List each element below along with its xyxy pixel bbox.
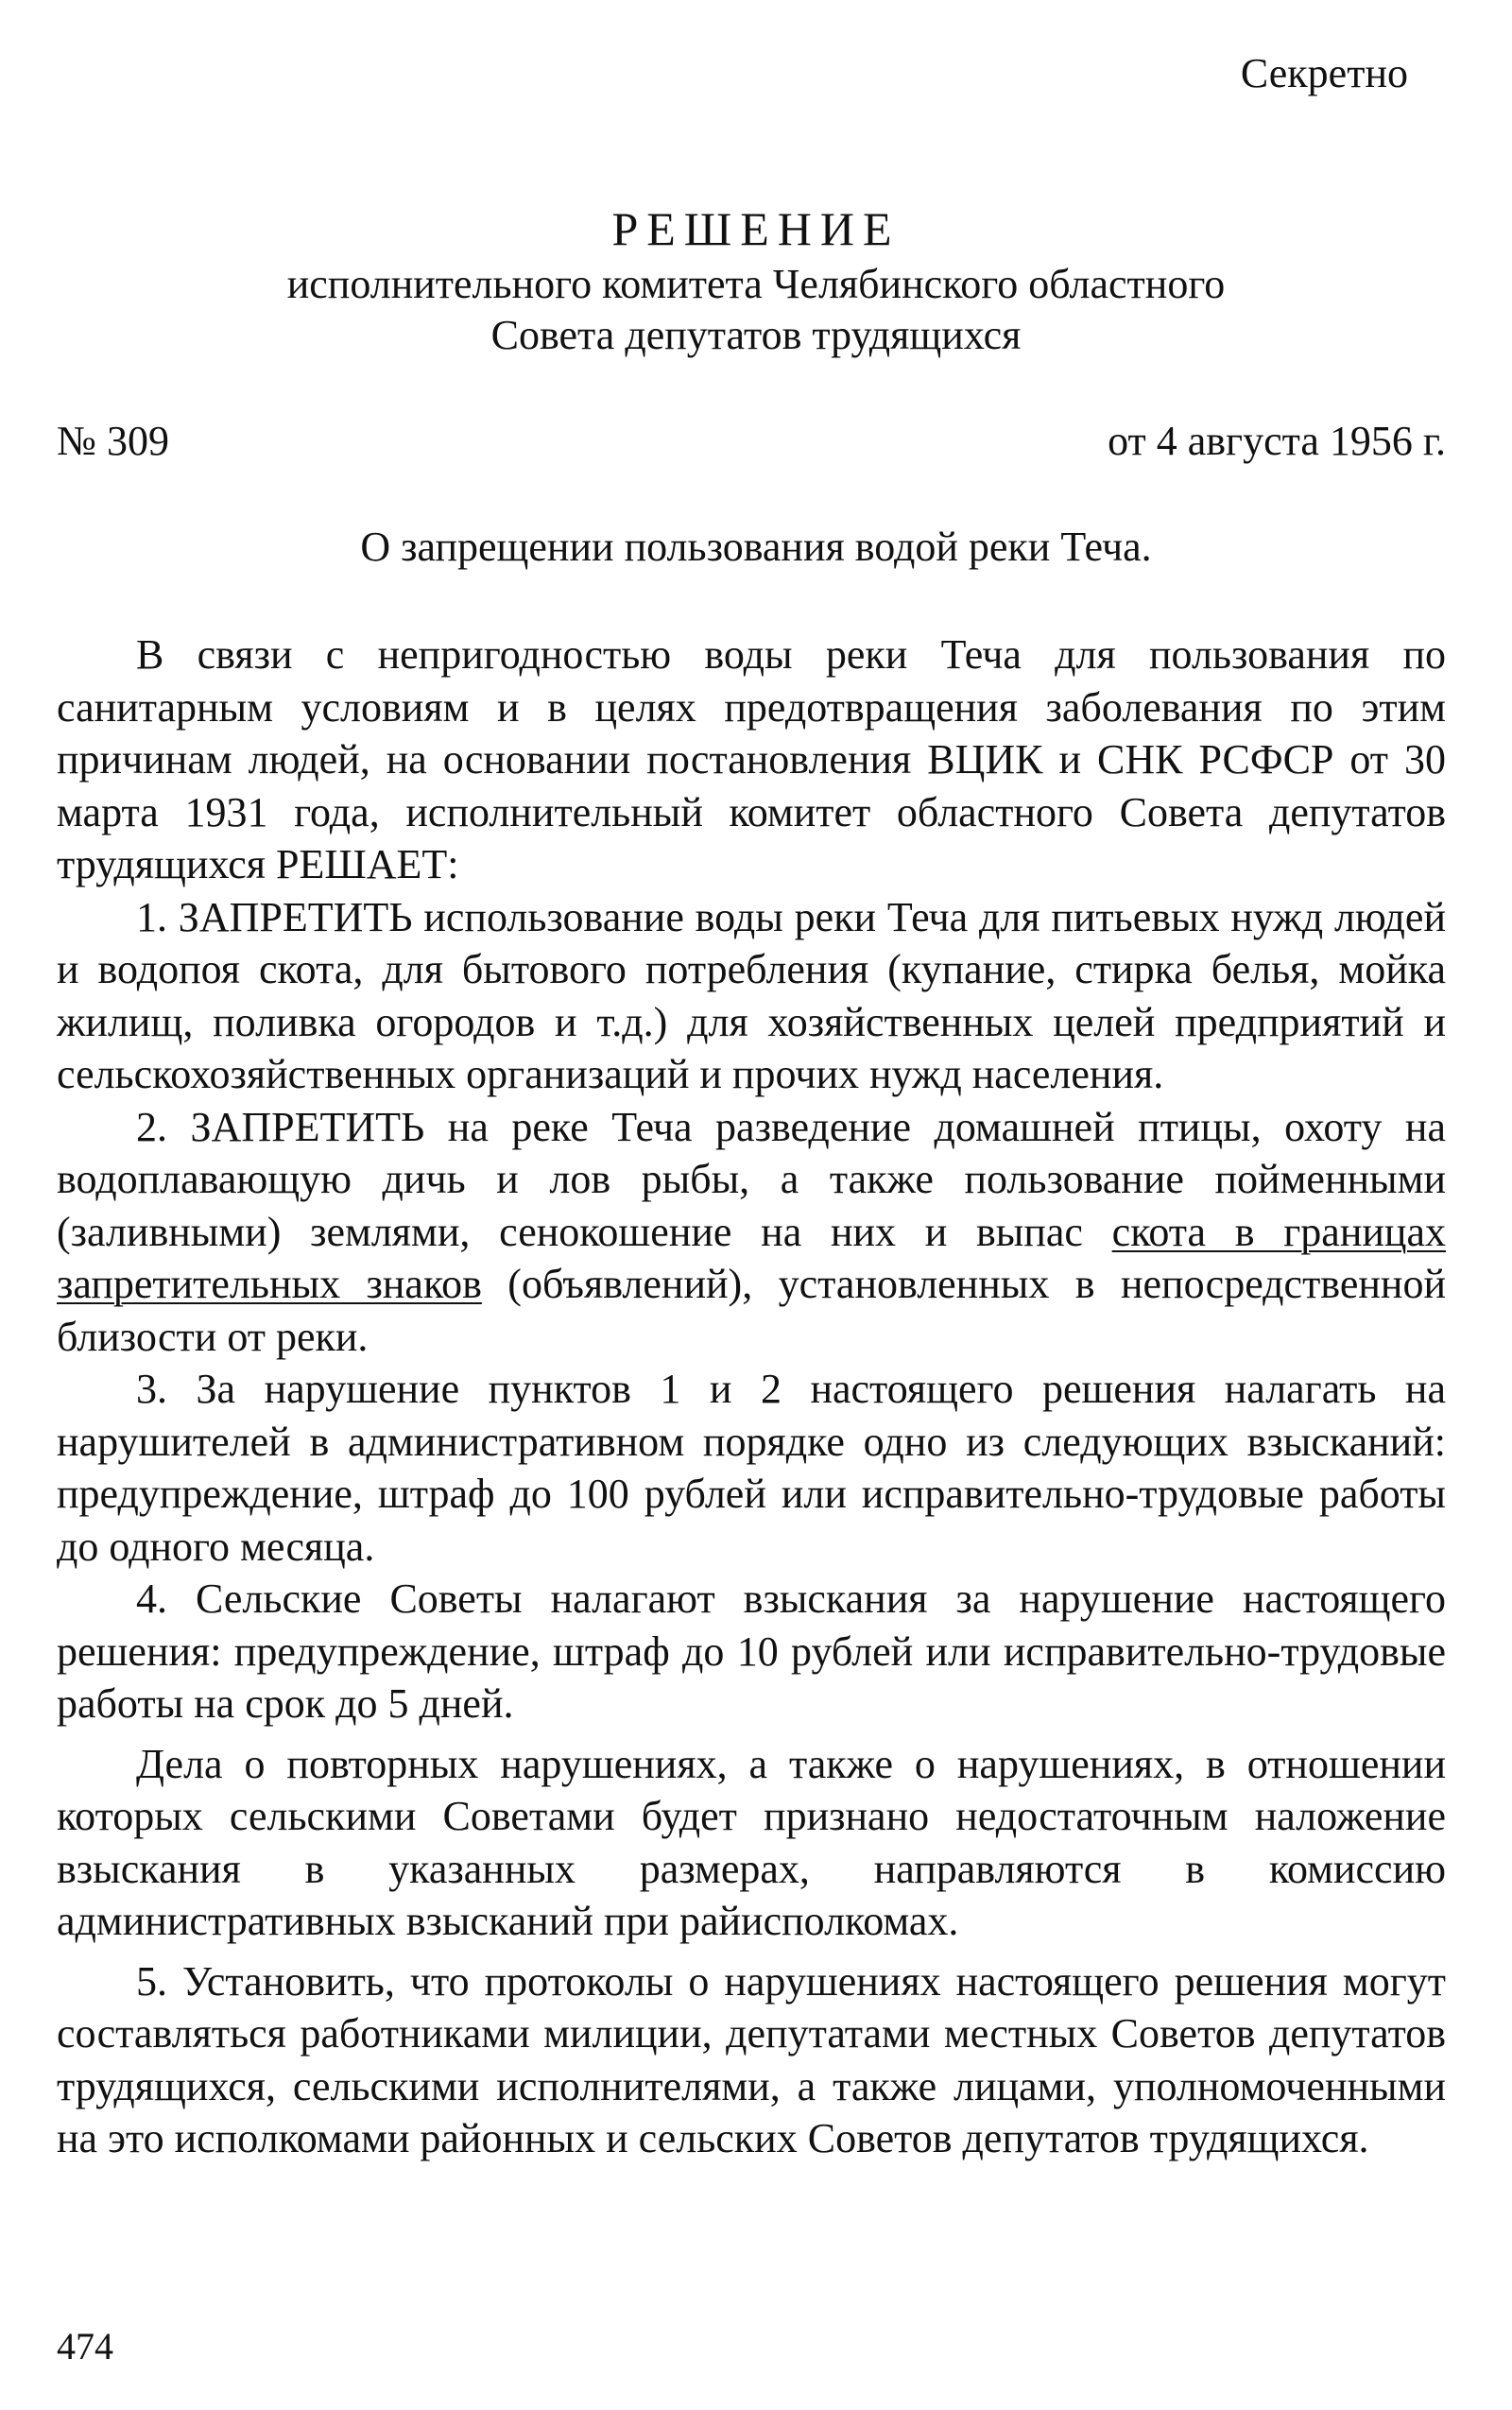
item-4-paragraph: 4. Сельские Советы налагают взыскания за нарушение настоящего решения: предупреждение, штраф до 10 рублей или исправительно-трудовые работы на срок до 5 дней. — [57, 1575, 1446, 1727]
item-2-text-end: (объявлений), установленных в непосредственной близости от реки. — [57, 1261, 1446, 1360]
decision-number: № 309 — [57, 418, 169, 464]
document-heading — [57, 198, 1455, 361]
item-2-text-start: 2. ЗАПРЕТИТЬ на реке Теча разведение домашней птицы, охоту на водоплавающую дичь и лов рыбы, а также пользование пойменными (заливными) землями, сенокошение на них и выпас — [57, 1103, 1446, 1255]
item-3-paragraph: 3. За нарушение пунктов 1 и 2 настоящего решения налагать на нарушителей в административном порядке одно из следующих взысканий: предупреждение, штраф до 100 рублей или исправительно-трудовые работы до одного месяца. — [57, 1366, 1446, 1570]
decision-body — [57, 628, 1446, 2165]
issuer-line-2: Совета депутатов трудящихся — [490, 312, 1022, 358]
classification-mark: Секретно — [1240, 50, 1408, 96]
decision-subject: О запрещении пользования водой реки Теча. — [360, 524, 1152, 570]
document-title: РЕШЕНИЕ — [611, 202, 901, 255]
item-2-paragraph — [57, 1101, 1446, 1364]
preamble-paragraph: В связи с непригодностью воды реки Теча для пользования по санитарным условиям и в целях предотвращения заболевания по этим причинам людей, на основании постановления ВЦИК и СНК РСФСР от 30 марта 1931 года, исполнительный комитет областного Совета депутатов трудящихся РЕШАЕТ: — [57, 631, 1446, 887]
item-4-continuation-paragraph: Дела о повторных нарушениях, а также о нарушениях, в отношении которых сельскими Советами будет признано недостаточным наложение взыскания в указанных размерах, направляются в комиссию административных взысканий при райисполкомах. — [57, 1740, 1446, 1944]
item-1-paragraph: 1. ЗАПРЕТИТЬ использование воды реки Теча для питьевых нужд людей и водопоя скота, для бытового потребления (купание, стирка белья, мойка жилищ, поливка огородов и т.д.) для хозяйственных целей предприятий и сельскохозяйственных организаций и прочих нужд населения. — [57, 893, 1446, 1097]
issuer-line-1: исполнительного комитета Челябинского областного — [286, 261, 1226, 307]
page-number: 474 — [57, 2325, 113, 2367]
item-5-paragraph: 5. Установить, что протоколы о нарушениях настоящего решения могут составляться работниками милиции, депутатами местных Советов депутатов трудящихся, сельскими исполнителями, а также лицами, уполномоченными на это исполкомами районных и сельских Советов депутатов трудящихся. — [57, 1957, 1446, 2161]
decision-date: от 4 августа 1956 г. — [1108, 418, 1446, 464]
item-2-underlined-text: скота в границах запретительных знаков — [57, 1208, 1446, 1307]
